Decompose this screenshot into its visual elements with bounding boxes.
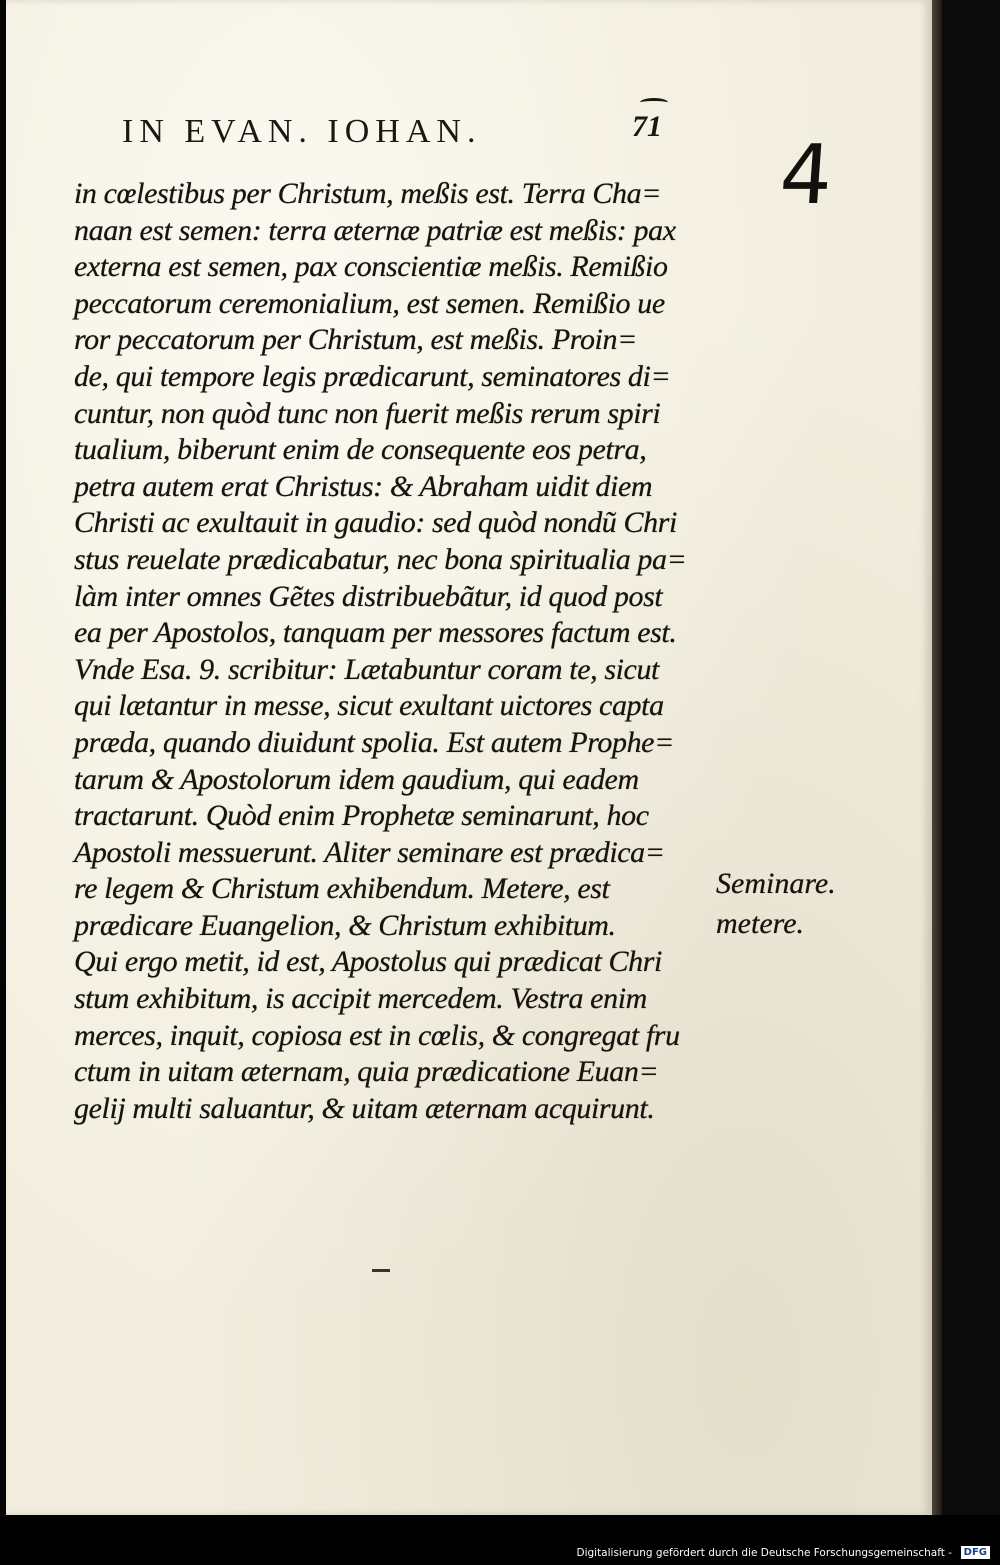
text-line: Christi ac exultauit in gaudio: sed quòd nondũ Chri <box>74 506 677 540</box>
dfg-logo: DFG <box>961 1546 990 1559</box>
folio-number: 71 <box>632 110 662 143</box>
text-line: tractarunt. Quòd enim Prophetæ seminarunt, hoc <box>74 799 649 833</box>
text-line: Qui ergo metit, id est, Apostolus qui prædicat Chri <box>74 945 662 979</box>
funding-note: Digitalisierung gefördert durch die Deutsche Forschungsgemeinschaft - <box>576 1547 952 1559</box>
text-line: peccatorum ceremonialium, est semen. Remißio ue <box>74 286 665 320</box>
text-line: ror peccatorum per Christum, est meßis. Proin= <box>74 323 637 357</box>
text-line: tualium, biberunt enim de consequente eos petra, <box>74 433 647 467</box>
text-line: præda, quando diuidunt spolia. Est autem Prophe= <box>74 725 674 759</box>
text-line: ctum in uitam æternam, quia prædicatione Euan= <box>74 1055 659 1089</box>
text-line: merces, inquit, copiosa est in cœlis, & congregat fru <box>74 1018 680 1052</box>
text-line: làm inter omnes Gẽtes distribuebãtur, id quod post <box>74 579 663 613</box>
text-line: in cœlestibus per Christum, meßis est. Terra Cha= <box>74 177 662 210</box>
running-head: IN EVAN. IOHAN. <box>122 113 482 150</box>
page-edge <box>932 0 942 1515</box>
text-line: petra autem erat Christus: & Abraham uidit diem <box>74 469 653 503</box>
text-line: Apostoli messuerunt. Aliter seminare est prædica= <box>74 835 665 869</box>
text-line: stus reuelate prædicabatur, nec bona spiritualia pa= <box>74 542 687 576</box>
text-line: qui lætantur in messe, sicut exultant uictores capta <box>74 689 664 723</box>
text-line: cuntur, non quòd tunc non fuerit meßis rerum spiri <box>74 396 661 430</box>
text-line: re legem & Christum exhibendum. Metere, est <box>74 872 610 906</box>
text-line: de, qui tempore legis prædicarunt, seminatores di= <box>74 359 671 393</box>
text-line: tarum & Apostolorum idem gaudium, qui eadem <box>74 762 639 796</box>
marginal-note-line: Seminare. <box>716 867 836 900</box>
marginal-note <box>716 864 836 944</box>
folio-mark <box>640 98 668 107</box>
text-line: externa est semen, pax conscientiæ meßis. Remißio <box>74 250 668 284</box>
text-line: naan est semen: terra æternæ patriæ est meßis: pax <box>74 213 676 247</box>
handwritten-number: 4 <box>776 128 836 223</box>
cover-edge <box>942 0 1000 1515</box>
text-line: gelij multi saluantur, & uitam æternam acquirunt. <box>74 1091 655 1125</box>
marginal-note-line: metere. <box>716 907 805 940</box>
text-line: prædicare Euangelion, & Christum exhibitum. <box>74 908 616 942</box>
main-text <box>74 176 714 1127</box>
text-line: Vnde Esa. 9. scribitur: Lætabuntur coram te, sicut <box>74 652 659 686</box>
text-line: ea per Apostolos, tanquam per messores factum est. <box>74 616 677 650</box>
catchword-mark <box>372 1269 390 1272</box>
text-line: stum exhibitum, is accipit mercedem. Vestra enim <box>74 982 647 1016</box>
